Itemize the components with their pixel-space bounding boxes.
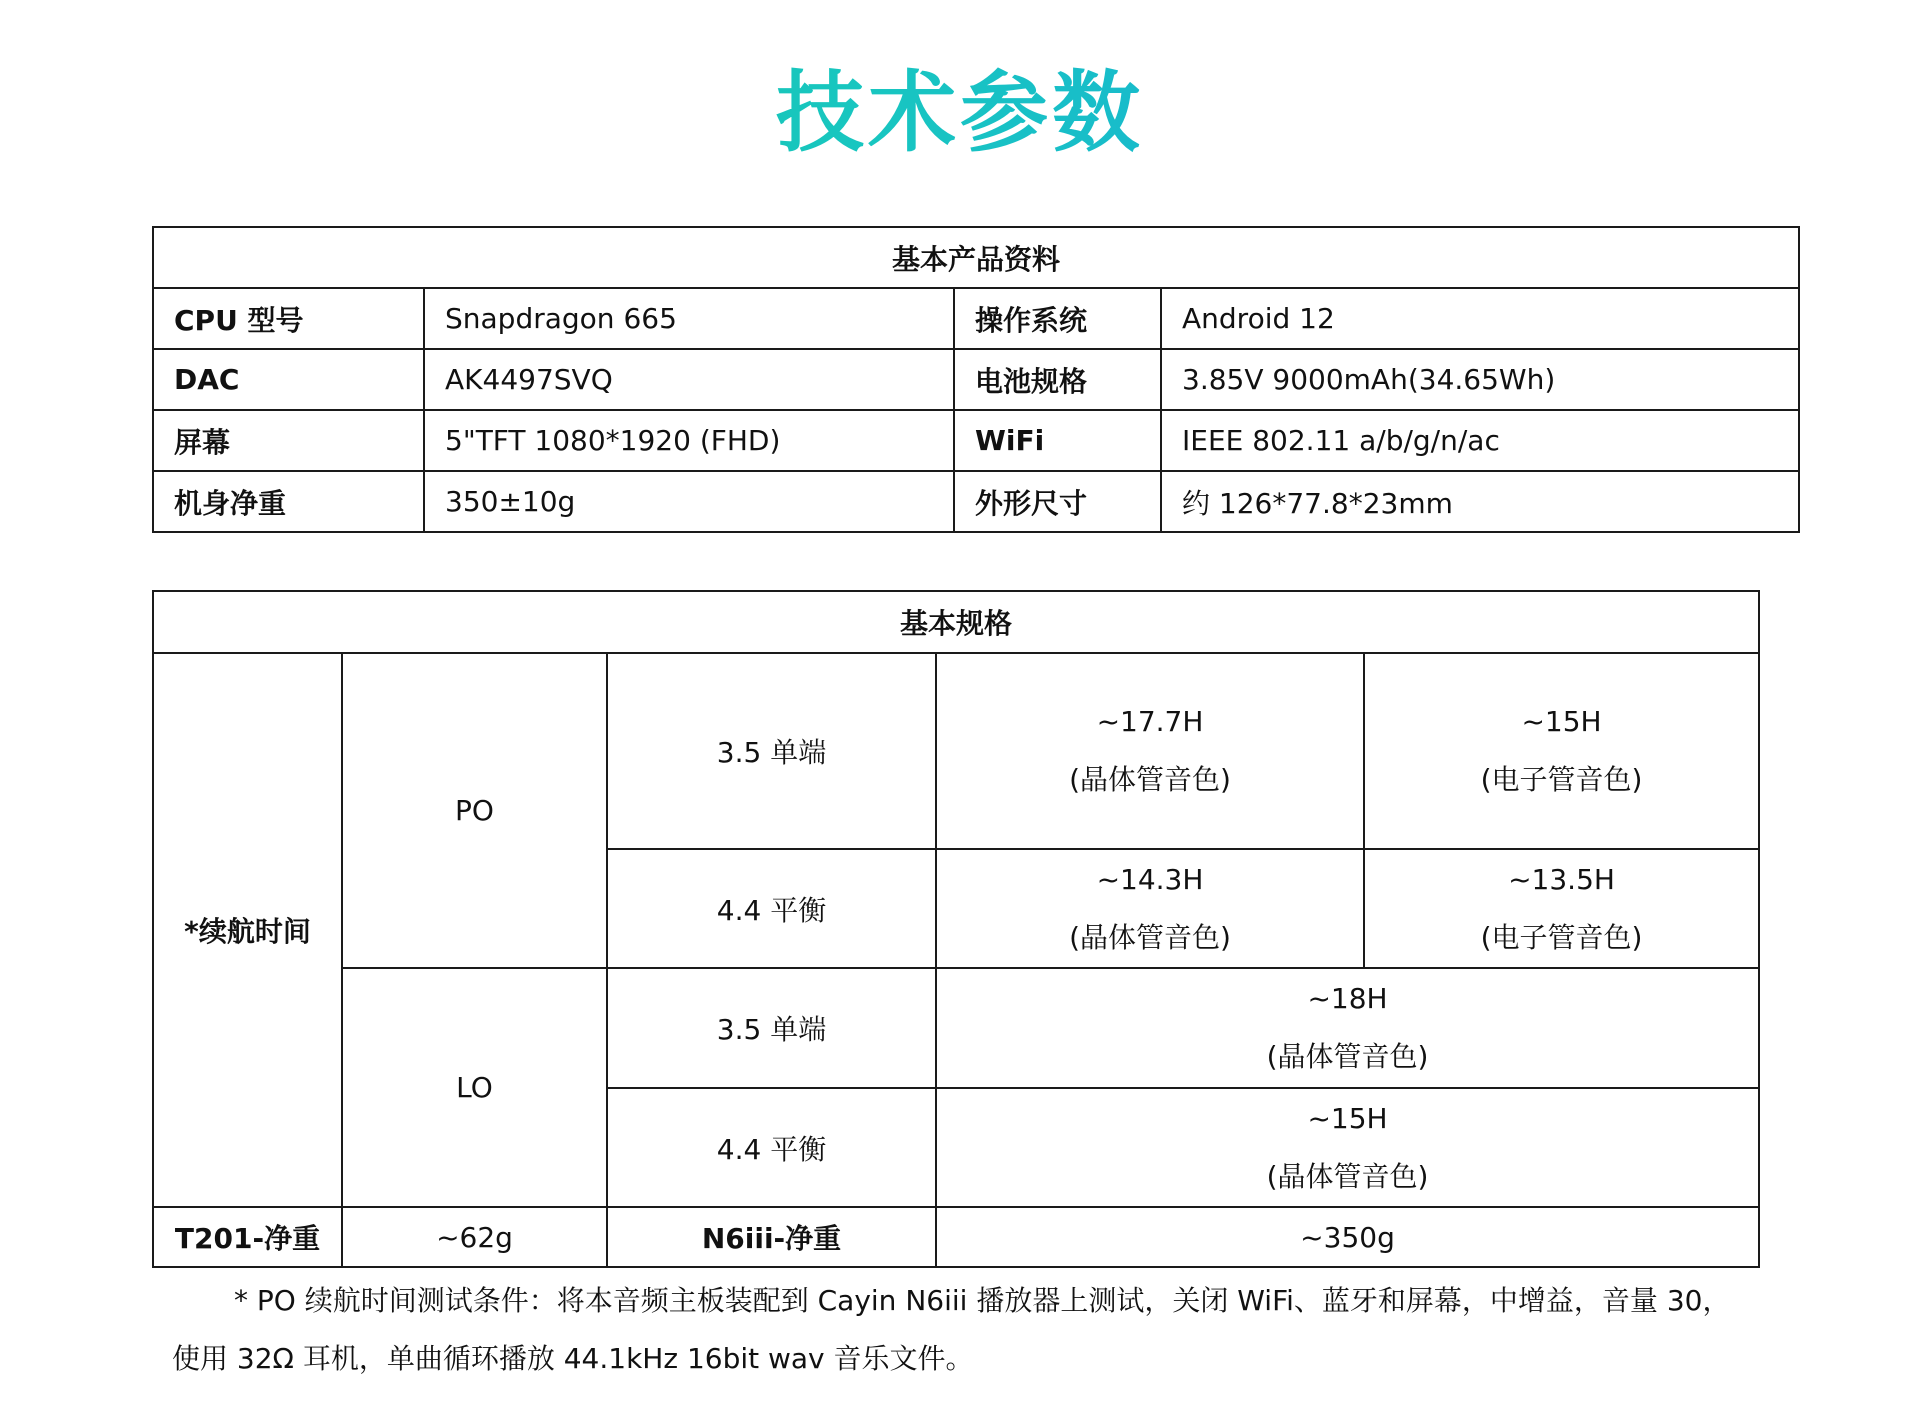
po-bal-transistor-tone: (晶体管音色) — [1069, 920, 1231, 954]
t201-weight-label: T201-净重 — [153, 1207, 342, 1267]
wifi-value: IEEE 802.11 a/b/g/n/ac — [1161, 410, 1799, 471]
basic-info-table — [152, 226, 1800, 533]
table-row — [153, 410, 1799, 471]
weight-label: 机身净重 — [153, 471, 424, 532]
specs-table — [152, 590, 1760, 1268]
po-se-transistor-cell — [936, 653, 1364, 849]
po-bal-tube-tone: (电子管音色) — [1480, 920, 1643, 954]
po-se-transistor-time: ~17.7H — [1096, 705, 1204, 738]
po-se-transistor-tone: (晶体管音色) — [1069, 763, 1231, 796]
lo-se-label: 3.5 单端 — [607, 968, 936, 1088]
n6iii-weight-label: N6iii-净重 — [607, 1207, 936, 1267]
lo-bal-tone: (晶体管音色) — [1266, 1159, 1429, 1193]
lo-se-tone: (晶体管音色) — [1266, 1040, 1429, 1073]
po-se-label: 3.5 单端 — [607, 653, 936, 849]
po-bal-tube-cell — [1364, 849, 1759, 968]
po-bal-transistor-time: ~14.3H — [1096, 862, 1204, 896]
footnote: * PO 续航时间测试条件：将本音频主板装配到 Cayin N6iii 播放器上测试，关闭 WiFi、蓝牙和屏幕，中增益，音量 30，使用 32Ω 耳机，单曲循环播放 44.1kHz 16bit wav 音乐文件。 — [172, 1284, 1731, 1375]
t201-weight-value: ~62g — [342, 1207, 607, 1267]
dac-value: AK4497SVQ — [424, 349, 954, 410]
dimensions-value: 约 126*77.8*23mm — [1161, 471, 1799, 532]
weight-value: 350±10g — [424, 471, 954, 532]
po-label: PO — [342, 653, 607, 968]
screen-value: 5"TFT 1080*1920 (FHD) — [424, 410, 954, 471]
po-se-tube-tone: (电子管音色) — [1480, 763, 1643, 796]
lo-bal-label: 4.4 平衡 — [607, 1088, 936, 1207]
specs-header: 基本规格 — [153, 591, 1759, 653]
dac-label: DAC — [153, 349, 424, 410]
lo-label: LO — [342, 968, 607, 1207]
po-bal-label: 4.4 平衡 — [607, 849, 936, 968]
screen-label: 屏幕 — [153, 410, 424, 471]
lo-bal-time: ~15H — [1307, 1101, 1388, 1135]
po-bal-tube-time: ~13.5H — [1508, 862, 1615, 896]
lo-se-cell — [936, 968, 1759, 1088]
cpu-label: CPU 型号 — [153, 288, 424, 349]
table-row — [153, 349, 1799, 410]
lo-bal-cell — [936, 1088, 1759, 1207]
table-row — [153, 471, 1799, 532]
page-title: 技术参数 — [0, 58, 1920, 168]
po-se-tube-cell — [1364, 653, 1759, 849]
cpu-value: Snapdragon 665 — [424, 288, 954, 349]
battery-spec-value: 3.85V 9000mAh(34.65Wh) — [1161, 349, 1799, 410]
battery-spec-label: 电池规格 — [954, 349, 1161, 410]
dimensions-label: 外形尺寸 — [954, 471, 1161, 532]
table-row — [153, 288, 1799, 349]
lo-se-time: ~18H — [1307, 982, 1388, 1015]
po-bal-transistor-cell — [936, 849, 1364, 968]
po-se-tube-time: ~15H — [1521, 705, 1602, 738]
basic-info-header: 基本产品资料 — [153, 227, 1799, 288]
battery-life-label: *续航时间 — [153, 653, 342, 1207]
wifi-label: WiFi — [954, 410, 1161, 471]
os-value: Android 12 — [1161, 288, 1799, 349]
n6iii-weight-value: ~350g — [936, 1207, 1759, 1267]
os-label: 操作系统 — [954, 288, 1161, 349]
